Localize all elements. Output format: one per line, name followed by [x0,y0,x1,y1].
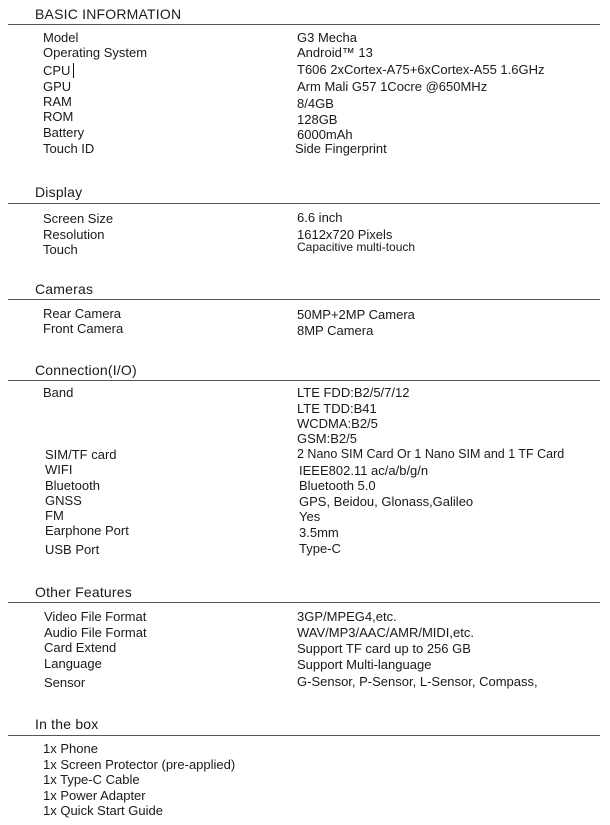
section-divider [8,735,600,736]
text-cursor [73,63,74,78]
spec-label-touch-id: Touch ID [43,141,95,156]
spec-label-model: Model [43,30,79,45]
spec-value-sim-tf-card: 2 Nano SIM Card Or 1 Nano SIM and 1 TF Card [297,447,565,461]
spec-value-video-file-format: 3GP/MPEG4,etc. [297,609,397,624]
spec-value-sensor: G-Sensor, P-Sensor, L-Sensor, Compass, [297,674,538,689]
box-item-quick-start-guide: 1x Quick Start Guide [43,803,163,818]
spec-value-card-extend: Support TF card up to 256 GB [297,641,471,656]
spec-value-battery: 6000mAh [297,127,353,142]
section-divider [8,203,600,204]
spec-value-earphone-port: 3.5mm [299,525,339,540]
spec-label-fm: FM [45,508,64,523]
spec-value-rom: 128GB [297,112,338,127]
spec-label-language: Language [44,656,102,671]
spec-value-touch-id: Side Fingerprint [295,141,387,156]
spec-label-operating-system: Operating System [43,45,148,60]
section-divider [8,299,600,300]
spec-value-audio-file-format: WAV/MP3/AAC/AMR/MIDI,etc. [297,625,474,640]
spec-value-operating-system: Android™ 13 [297,45,373,60]
spec-value-bluetooth: Bluetooth 5.0 [299,478,376,493]
spec-value-band-lte-tdd: LTE TDD:B41 [297,401,377,416]
spec-value-band-gsm: GSM:B2/5 [297,431,357,446]
spec-label-rom: ROM [43,109,74,124]
spec-label-earphone-port: Earphone Port [45,523,129,538]
spec-value-language: Support Multi-language [297,657,432,672]
section-title-other-features: Other Features [35,584,132,600]
spec-label-sensor: Sensor [44,675,86,690]
spec-label-rear-camera: Rear Camera [43,306,122,321]
box-item-power-adapter: 1x Power Adapter [43,788,146,803]
spec-value-front-camera: 8MP Camera [297,323,374,338]
spec-value-ram: 8/4GB [297,96,334,111]
spec-label-ram: RAM [43,94,72,109]
spec-value-fm: Yes [299,509,321,524]
section-title-cameras: Cameras [35,281,94,297]
spec-value-touch: Capacitive multi-touch [297,240,416,254]
spec-label-bluetooth: Bluetooth [45,478,100,493]
spec-value-cpu: T606 2xCortex-A75+6xCortex-A55 1.6GHz [297,62,545,77]
spec-value-screen-size: 6.6 inch [297,210,343,225]
section-title-in-the-box: In the box [35,716,99,732]
spec-value-band-lte-fdd: LTE FDD:B2/5/7/12 [297,385,410,400]
box-item-screen-protector: 1x Screen Protector (pre-applied) [43,757,236,772]
spec-value-rear-camera: 50MP+2MP Camera [297,307,415,322]
section-divider [8,602,600,603]
spec-value-band-wcdma: WCDMA:B2/5 [297,416,378,431]
spec-value-gnss: GPS, Beidou, Glonass,Galileo [299,494,474,509]
spec-label-card-extend: Card Extend [44,640,117,655]
spec-label-gnss: GNSS [45,493,82,508]
section-title-connection: Connection(I/O) [35,362,137,378]
spec-value-resolution: 1612x720 Pixels [297,227,393,242]
spec-label-video-file-format: Video File Format [44,609,147,624]
box-item-type-c-cable: 1x Type-C Cable [43,772,140,787]
spec-label-front-camera: Front Camera [43,321,124,336]
spec-label-wifi: WIFI [45,462,73,477]
spec-label-gpu: GPU [43,79,72,94]
box-item-phone: 1x Phone [43,741,98,756]
spec-label-sim-tf-card: SIM/TF card [45,447,117,462]
spec-label-touch: Touch [43,242,78,257]
section-divider [8,380,600,381]
spec-label-screen-size: Screen Size [43,211,114,226]
spec-label-audio-file-format: Audio File Format [44,625,147,640]
spec-value-usb-port: Type-C [299,541,341,556]
spec-value-wifi: IEEE802.11 ac/a/b/g/n [299,463,429,478]
spec-label-resolution: Resolution [43,227,105,242]
section-title-basic-information: BASIC INFORMATION [35,6,182,22]
section-divider [8,24,600,25]
section-title-display: Display [35,184,83,200]
spec-label-battery: Battery [43,125,85,140]
spec-value-model: G3 Mecha [297,30,357,45]
spec-label-usb-port: USB Port [45,542,100,557]
spec-label-cpu: CPU [43,63,71,78]
spec-label-band: Band [43,385,74,400]
spec-value-gpu: Arm Mali G57 1Cocre @650MHz [297,79,488,94]
